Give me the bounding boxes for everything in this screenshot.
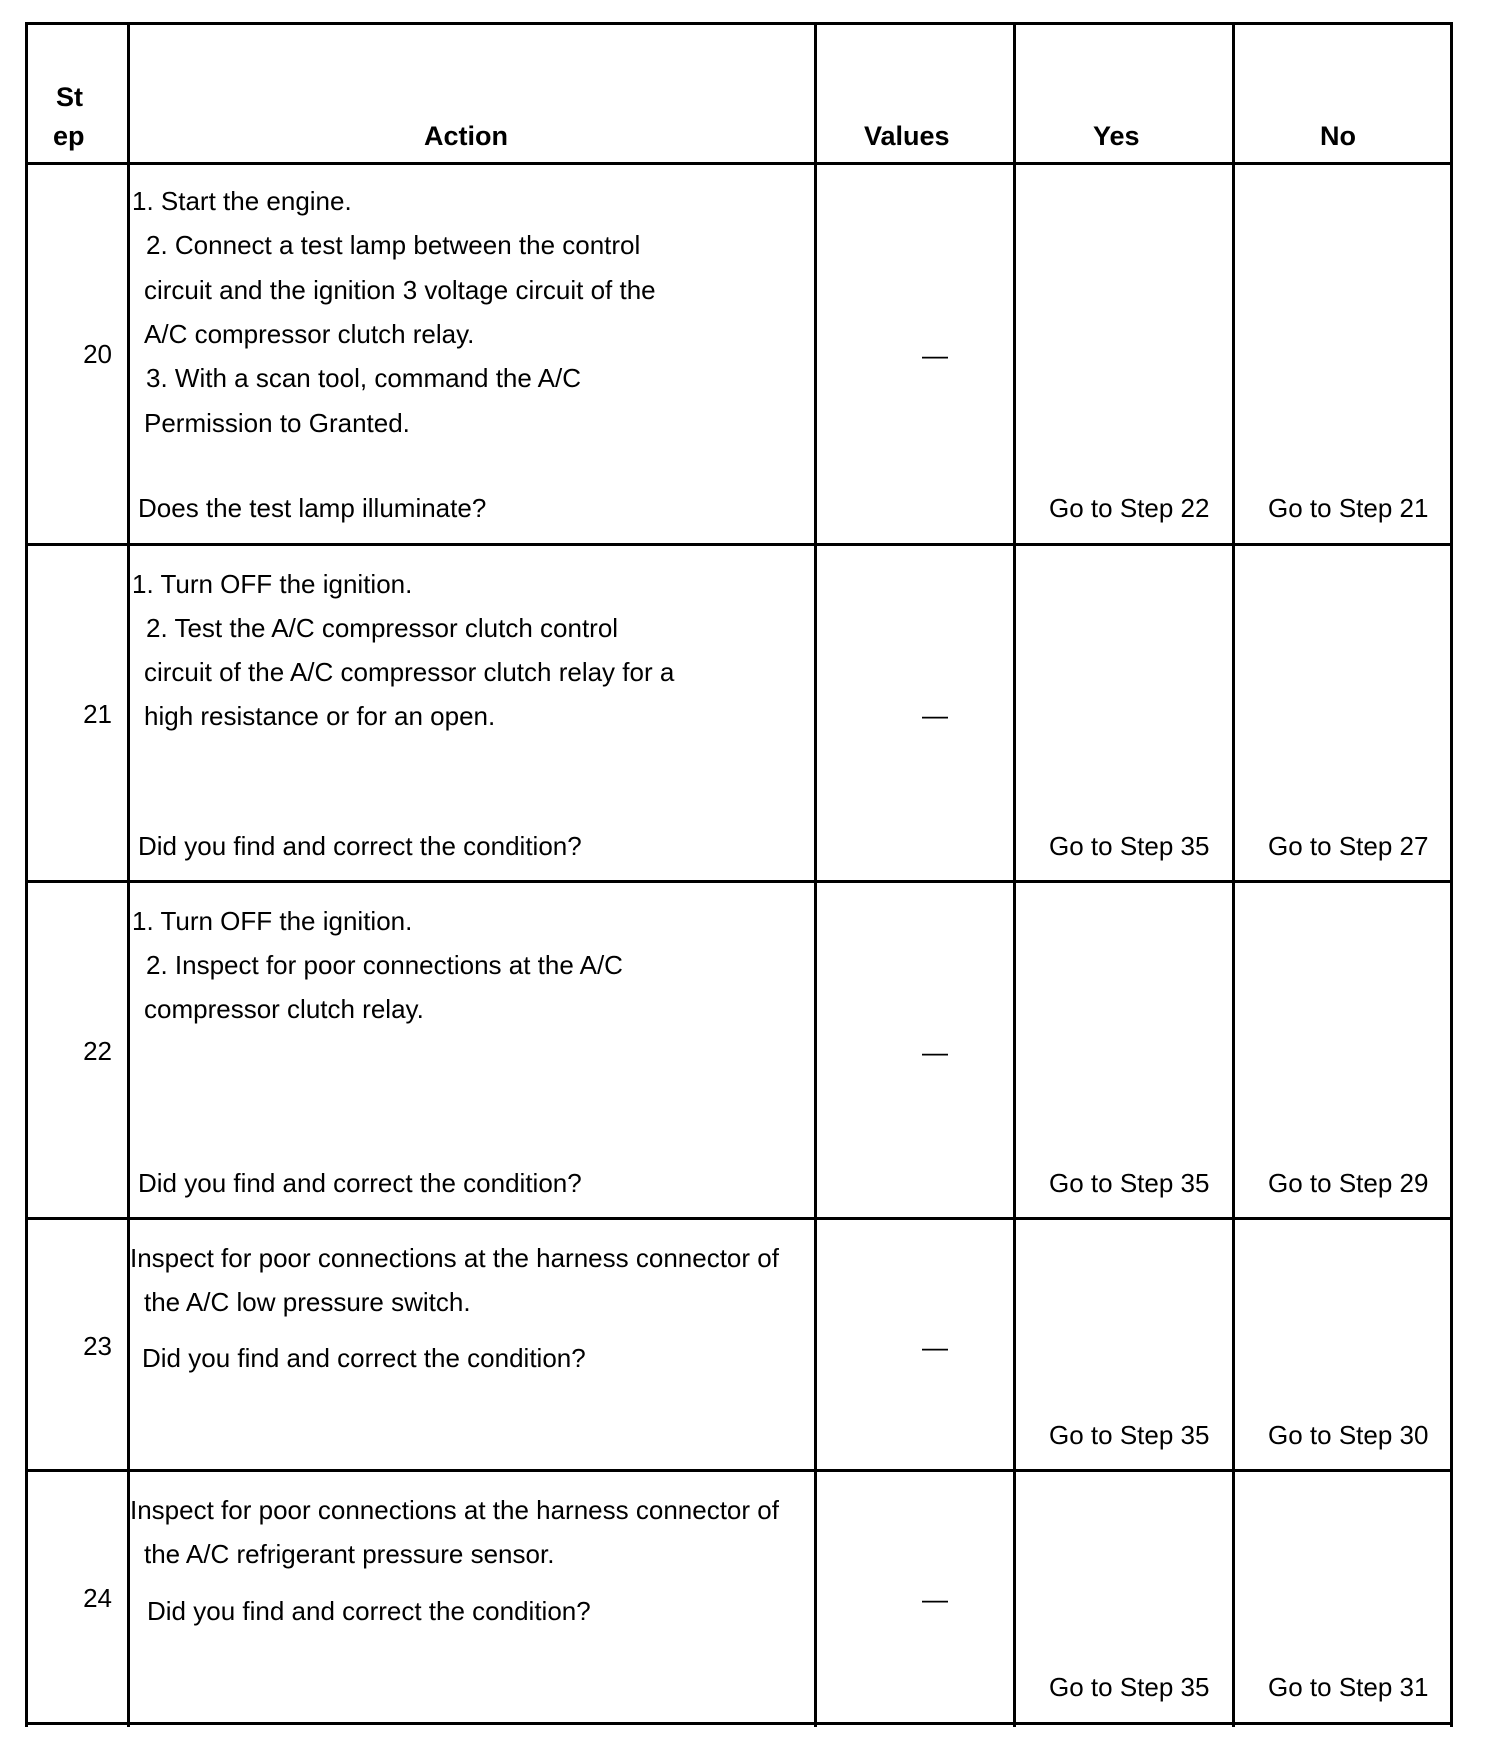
value-dash: — xyxy=(922,340,948,370)
action-line: 1. Turn OFF the ignition. xyxy=(132,569,413,599)
yes-result: Go to Step 35 xyxy=(1049,1672,1210,1702)
action-line: compressor clutch relay. xyxy=(144,994,424,1024)
value-dash: — xyxy=(922,1332,948,1362)
value-dash: — xyxy=(922,700,948,730)
value-dash: — xyxy=(922,1037,948,1067)
header-values: Values xyxy=(864,121,950,151)
action-line: circuit of the A/C compressor clutch relay for a xyxy=(144,657,675,687)
action-line: high resistance or for an open. xyxy=(144,701,496,731)
action-line: Inspect for poor connections at the harness connector of xyxy=(130,1495,779,1525)
action-question: Did you find and correct the condition? xyxy=(138,831,582,861)
action-line: 1. Turn OFF the ignition. xyxy=(132,906,413,936)
yes-result: Go to Step 35 xyxy=(1049,831,1210,861)
table-border-top xyxy=(25,22,1453,25)
action-question: Did you find and correct the condition? xyxy=(142,1343,586,1373)
action-question: Did you find and correct the condition? xyxy=(147,1596,591,1626)
header-action: Action xyxy=(424,121,508,151)
action-line: Permission to Granted. xyxy=(144,408,410,438)
table-border-bottom xyxy=(25,1722,1453,1725)
row-divider xyxy=(25,880,1453,883)
yes-result: Go to Step 35 xyxy=(1049,1168,1210,1198)
action-line: A/C compressor clutch relay. xyxy=(144,319,475,349)
yes-result: Go to Step 35 xyxy=(1049,1420,1210,1450)
step-number: 21 xyxy=(83,699,112,729)
row-divider xyxy=(25,543,1453,546)
action-line: circuit and the ignition 3 voltage circuit of the xyxy=(144,275,656,305)
action-line: 2. Inspect for poor connections at the A/C xyxy=(146,950,623,980)
action-line: 1. Start the engine. xyxy=(132,186,352,216)
action-line: 2. Connect a test lamp between the control xyxy=(146,230,641,260)
action-line: the A/C low pressure switch. xyxy=(144,1287,471,1317)
header-no: No xyxy=(1320,121,1356,151)
header-step-line1: St xyxy=(56,82,83,112)
header-yes: Yes xyxy=(1093,121,1140,151)
action-line: the A/C refrigerant pressure sensor. xyxy=(144,1539,555,1569)
row-divider xyxy=(25,1217,1453,1220)
no-result: Go to Step 29 xyxy=(1268,1168,1429,1198)
no-result: Go to Step 31 xyxy=(1268,1672,1429,1702)
action-line: 2. Test the A/C compressor clutch control xyxy=(146,613,619,643)
step-number: 23 xyxy=(83,1331,112,1361)
step-number: 20 xyxy=(83,339,112,369)
no-result: Go to Step 21 xyxy=(1268,493,1429,523)
step-number: 22 xyxy=(83,1036,112,1066)
action-line: 3. With a scan tool, command the A/C xyxy=(146,363,581,393)
action-question: Did you find and correct the condition? xyxy=(138,1168,582,1198)
step-number: 24 xyxy=(83,1583,112,1613)
header-step-line2: ep xyxy=(53,121,85,151)
yes-result: Go to Step 22 xyxy=(1049,493,1210,523)
no-result: Go to Step 30 xyxy=(1268,1420,1429,1450)
action-line: Inspect for poor connections at the harness connector of xyxy=(130,1243,779,1273)
row-divider xyxy=(25,1469,1453,1472)
value-dash: — xyxy=(922,1584,948,1614)
no-result: Go to Step 27 xyxy=(1268,831,1429,861)
action-question: Does the test lamp illuminate? xyxy=(138,493,487,523)
row-divider xyxy=(25,162,1453,165)
